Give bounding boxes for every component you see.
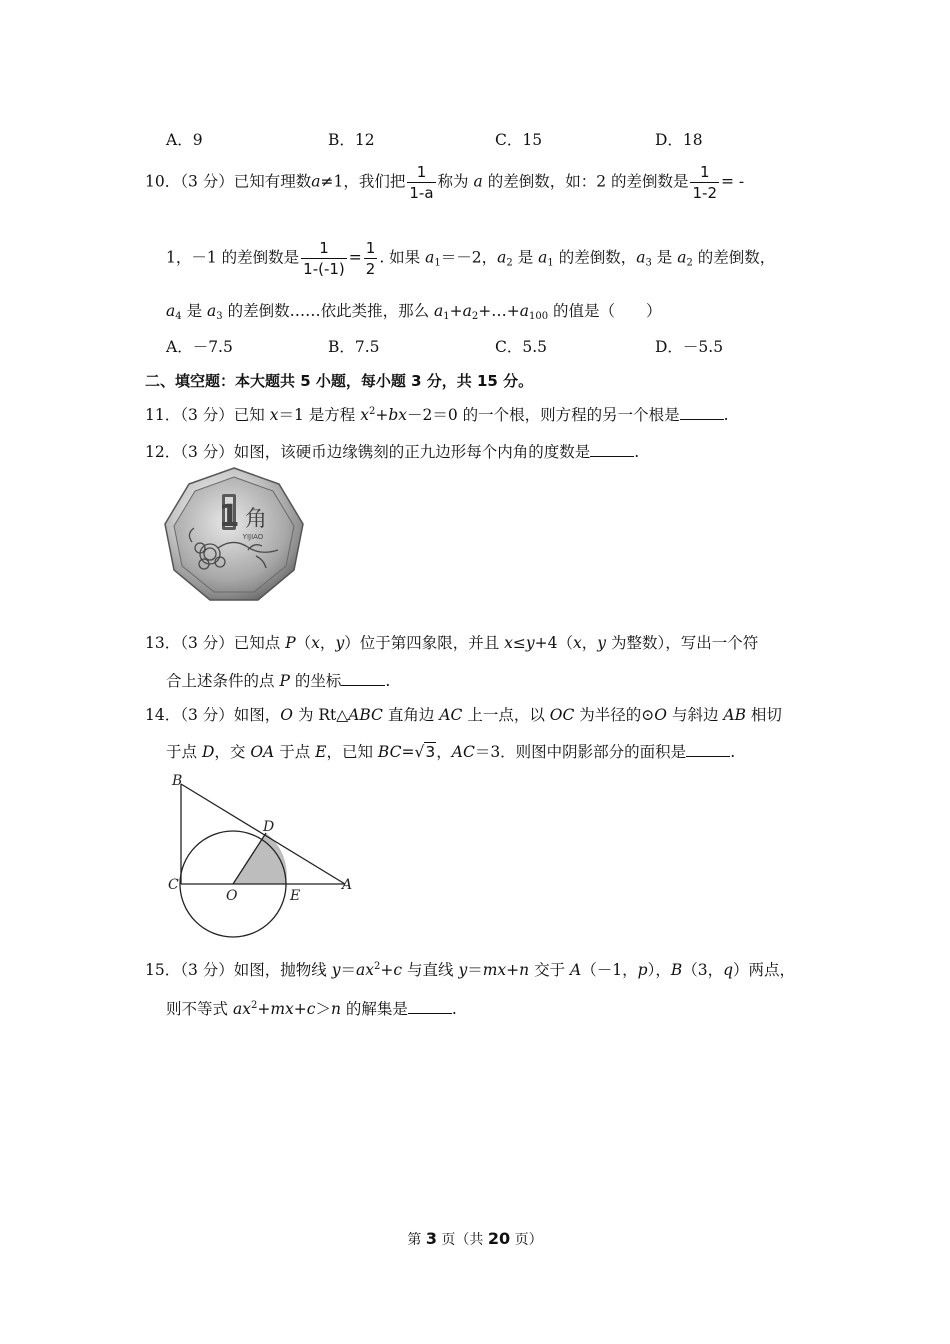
q14-text: 于点	[166, 743, 198, 761]
shaded-sector	[233, 833, 287, 884]
q10-text: 的差倒数……依此类推，那么	[227, 302, 430, 320]
label-a: A	[342, 877, 353, 893]
fraction-1-over-1-2: $\frac{1}{1-2}$	[692, 163, 717, 202]
coin-digit: 1	[218, 499, 240, 534]
q13-text: ≤	[512, 634, 526, 652]
q10-option-b: B．7.5	[328, 338, 380, 356]
q9-option-d: D．18	[655, 131, 703, 149]
coin-image	[160, 466, 308, 606]
question-11: 11．（3 分）已知 x＝1 是方程 $x^2+bx-2=0$ 的一个根，则方程的另一个根是 .	[145, 406, 729, 424]
question-15-line1: 15．（3 分）如图，抛物线 $y=ax^2+c$ 与直线 y＝mx+n 交于 A（－1，p），B（3，q）两点，	[145, 961, 796, 979]
q14-text: =	[401, 743, 415, 761]
total-pages: 20	[487, 1229, 511, 1248]
q10-text: 是	[656, 248, 673, 267]
q14-text: 相切	[750, 706, 782, 724]
q15-text: 如图，抛物线	[233, 961, 327, 979]
q13-number: 13．（3 分）	[145, 634, 234, 652]
q11-text: 已知	[233, 406, 265, 424]
q10-text: 称为	[437, 172, 469, 191]
q15-text: 与直线	[406, 961, 454, 979]
answer-blank	[341, 671, 385, 686]
fraction-1-over-1-minus-neg1: $\frac{1}{1-(-1)}$	[303, 239, 345, 278]
footer-text: 页（共	[436, 1232, 488, 1248]
q11-number: 11．（3 分）	[145, 406, 234, 424]
label-c: C	[168, 877, 179, 893]
q11-text: －2＝0 的一个根，则方程的另一个根是	[407, 406, 680, 424]
q14-text: 直角边	[387, 706, 435, 724]
q10-text: ＝－2，	[440, 248, 498, 267]
q10-line3: $a_4$ 是 $a_3$ 的差倒数……依此类推，那么 $a_1+a_2+\dots+a_{100}$ 的值是（ ）	[166, 302, 662, 322]
q14-text: ，	[436, 743, 452, 761]
q13-text: ，	[581, 634, 598, 652]
coin-character: 角	[244, 507, 268, 532]
q9-option-b: B．12	[328, 131, 375, 149]
q10-number: 10．（3 分）	[145, 172, 234, 191]
q14-text: ，交	[214, 743, 246, 761]
page-number: 3	[425, 1229, 437, 1248]
q11-text: ＝1 是方程	[278, 406, 356, 424]
section-2-title: 二、填空题：本大题共 5 小题，每小题 3 分，共 15 分。	[145, 372, 534, 390]
q10-text: 1，－1 的差倒数是	[166, 248, 300, 267]
footer-text: 页）	[510, 1232, 543, 1248]
label-e: E	[290, 888, 301, 904]
question-15-line2: 则不等式 $ax^2+mx+c>n$ 的解集是 .	[166, 1000, 457, 1018]
q15-text: （3，	[682, 961, 724, 979]
question-12	[145, 440, 639, 462]
q13-text: （	[295, 634, 312, 652]
q15-number: 15．（3 分）	[145, 961, 234, 979]
q10-text: 是	[186, 302, 203, 320]
q14-text: 与斜边	[671, 706, 719, 724]
q10-text: 的差倒数，	[697, 248, 776, 267]
q10-line2: 1，－1 的差倒数是 $\frac{1}{1-(-1)}$ = $\frac{1}{2}$ . 如果 $a_1=-2$，$a_2$ 是 $a_1$ 的差倒数，$a_3$ 是 $a_2$ 的差倒数，	[166, 239, 776, 278]
q13-text: ）位于第四象限，并且	[344, 634, 500, 652]
q10-option-c: C．5.5	[495, 338, 548, 356]
q15-text: 则不等式	[166, 1000, 229, 1018]
coin-pinyin: YIJIAO	[242, 533, 264, 541]
q15-text: .	[451, 1000, 457, 1018]
q13-text: 已知点	[233, 634, 281, 652]
q10-text: = -	[720, 172, 745, 191]
q10-text: . 如果	[379, 248, 421, 267]
q9-option-a: A．9	[166, 131, 203, 149]
question-14-line2: 于点 D，交 OA 于点 E，已知 BC=√3，AC＝3．则图中阴影部分的面积是 .	[166, 743, 736, 761]
q9-option-c: C．15	[495, 131, 543, 149]
fraction-1-over-2: $\frac{1}{2}$	[365, 239, 376, 278]
q10-text: 的值是（ ）	[553, 302, 662, 320]
label-b: B	[172, 773, 183, 789]
q13-text: .	[385, 672, 391, 690]
q15-text: 交于	[534, 961, 566, 979]
geometry-figure-14	[162, 768, 362, 940]
q14-text: 如图，	[233, 706, 281, 724]
q10-text: 是	[517, 248, 534, 267]
q13-text: 合上述条件的点	[166, 672, 275, 690]
question-13-line1: 13．（3 分）已知点 P（x，y）位于第四象限，并且 x≤y+4（x，y 为整数），写出一个符	[145, 634, 759, 652]
answer-blank	[408, 999, 452, 1014]
q14-text: 为 Rt△	[297, 706, 349, 724]
q10-text: 已知有理数	[233, 172, 312, 191]
q10-text: 的差倒数，如：2 的差倒数是	[487, 172, 689, 191]
q13-text: +4（	[534, 634, 574, 652]
q14-text: 上一点，以	[467, 706, 545, 724]
page-footer	[0, 1229, 950, 1249]
answer-blank	[590, 442, 634, 457]
q12-text: 如图，该硬币边缘镌刻的正九边形每个内角的度数是	[233, 443, 591, 461]
answer-blank	[680, 405, 724, 420]
q10-text: ≠1，我们把	[320, 172, 406, 191]
q10-option-d: D．－5.5	[655, 338, 724, 356]
q14-text: ＝3．则图中阴影部分的面积是	[474, 743, 687, 761]
q14-text: ，已知	[326, 743, 373, 761]
q14-text: .	[730, 743, 736, 761]
sqrt-3: √3	[414, 743, 436, 761]
q10-option-a: A．－7.5	[166, 338, 233, 356]
q10-line1: 10．（3 分）已知有理数a≠1，我们把 $\frac{1}{1-a}$ 称为 a 的差倒数，如：2 的差倒数是 $\frac{1}{1-2}$ = -	[145, 163, 745, 202]
q13-text: 的坐标	[294, 672, 342, 690]
q14-number: 14．（3 分）	[145, 706, 234, 724]
q15-text: （－1，	[581, 961, 638, 979]
q13-text: ，	[319, 634, 336, 652]
q14-text: 于点	[279, 743, 311, 761]
footer-text: 第	[407, 1232, 426, 1248]
q14-text: 为半径的⊙	[579, 706, 655, 724]
q12-number: 12．（3 分）	[145, 443, 234, 461]
question-14-line1: 14．（3 分）如图，O 为 Rt△ABC 直角边 AC 上一点，以 OC 为半径的⊙O 与斜边 AB 相切	[145, 706, 782, 724]
q12-text: .	[634, 443, 640, 461]
q10-text: =	[348, 248, 362, 267]
q15-text: ）两点，	[733, 961, 796, 979]
q13-text: 为整数），写出一个符	[611, 634, 759, 652]
fraction-1-over-1-a: $\frac{1}{1-a}$	[409, 163, 434, 202]
answer-blank	[686, 742, 730, 757]
q10-text: 的差倒数，	[558, 248, 637, 267]
q15-text: ），	[647, 961, 671, 979]
q11-text: .	[723, 406, 729, 424]
q15-text: 的解集是	[345, 1000, 408, 1018]
question-13-line2: 合上述条件的点 P 的坐标 .	[166, 672, 391, 690]
label-o: O	[226, 888, 238, 904]
label-d: D	[263, 819, 275, 835]
